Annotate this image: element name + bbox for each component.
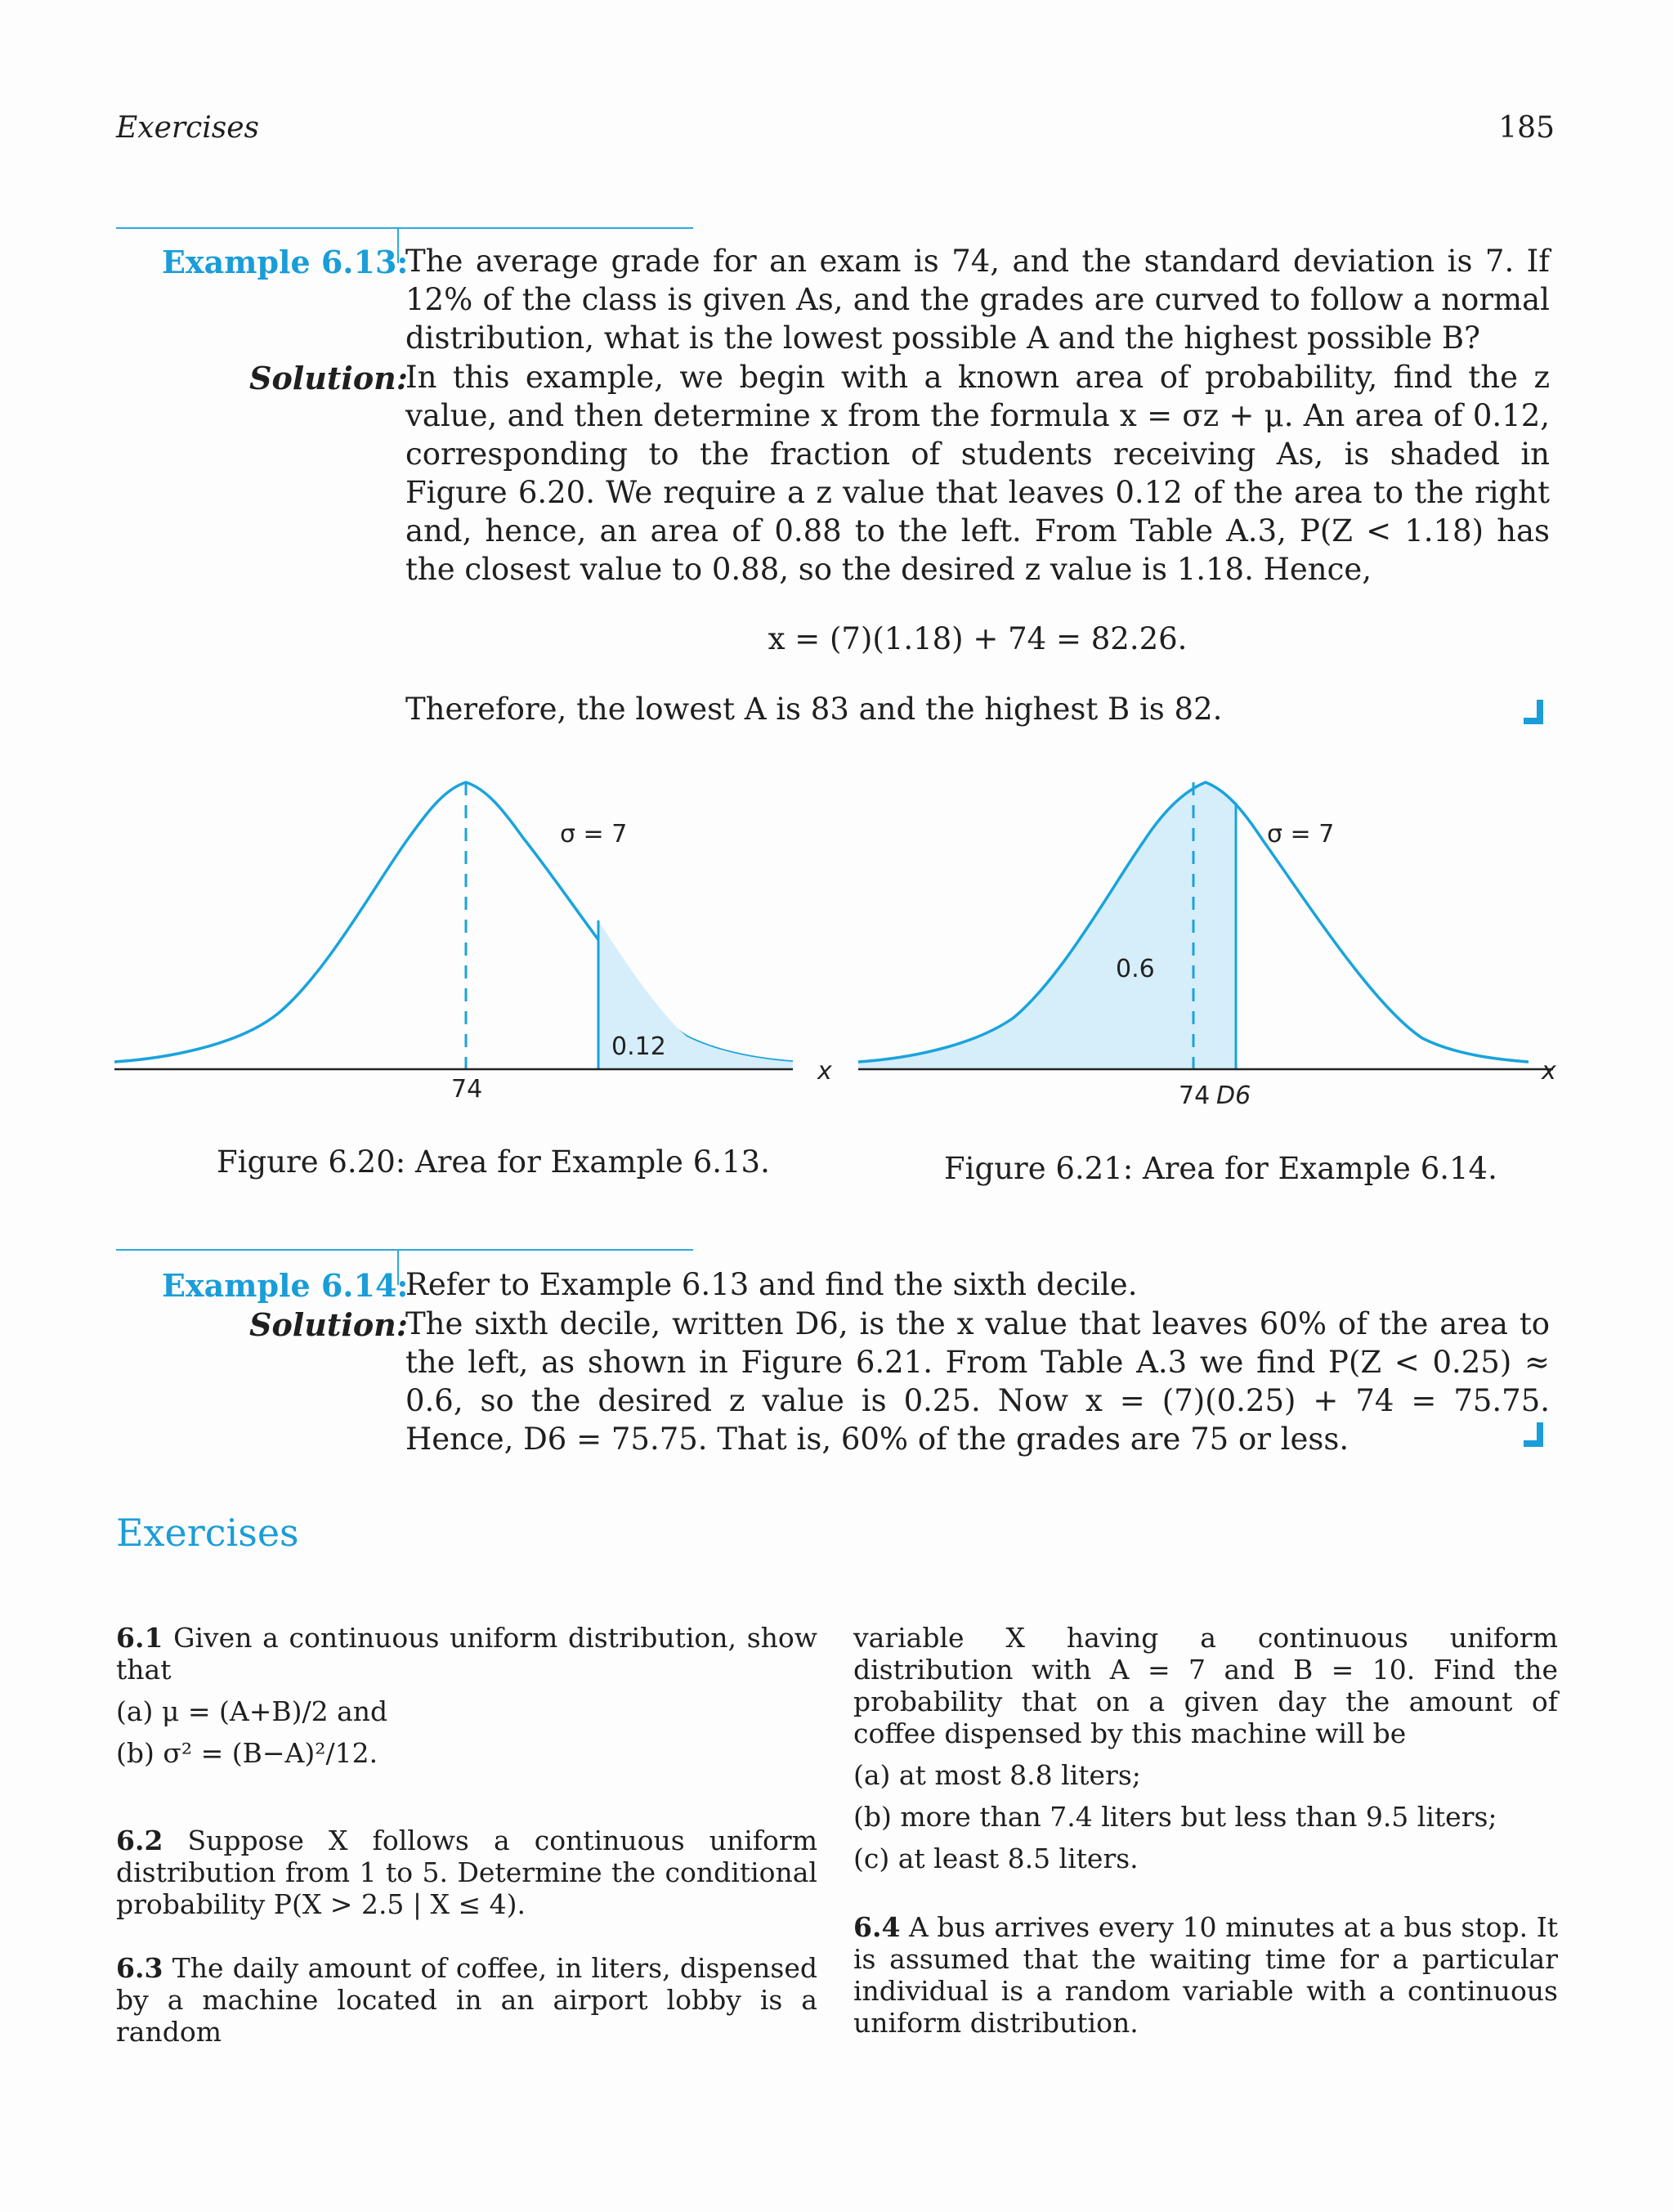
mean-label: 74: [1179, 1081, 1211, 1110]
example-rule: [116, 227, 693, 229]
sigma-label: σ = 7: [560, 820, 628, 849]
example-613-solution-label: Solution:: [249, 360, 408, 396]
exercise-6-2: [116, 1825, 817, 1920]
example-rule: [116, 1249, 693, 1251]
running-title: Exercises: [116, 111, 260, 145]
exercise-number: 6.1: [116, 1622, 163, 1654]
example-613-solution: [405, 358, 1550, 589]
qed-mark: [1524, 700, 1543, 724]
normal-curve: [114, 782, 793, 1062]
exercise-6-1-a: (a) μ = (A+B)/2 and: [116, 1695, 388, 1727]
mean-label: 74: [451, 1075, 483, 1104]
qed-mark: [1524, 1422, 1543, 1447]
area-label: 0.6: [1116, 955, 1155, 983]
exercise-number: 6.2: [116, 1825, 163, 1856]
exercise-text: Suppose X follows a continuous uniform distribution from 1 to 5. Determine the conditional probability P(X > 2.5 | X ≤ 4).: [116, 1825, 817, 1920]
example-614-label: Example 6.14:: [162, 1267, 409, 1304]
example-613-problem: [405, 242, 1550, 357]
exercise-6-1-b: (b) σ² = (B−A)²/12.: [116, 1737, 378, 1769]
exercise-text: The daily amount of coffee, in liters, dispensed by a machine located in an airport lobby is a random: [116, 1952, 817, 2048]
figure-6-20-caption: Figure 6.20: Area for Example 6.13.: [217, 1144, 770, 1180]
example-613-solution-text: In this example, we begin with a known area of probability, find the z value, and then determine x from the formula x = σz + μ. An area of 0.12, corresponding to the fraction of students receiving As, is shaded in Figure 6.20. We require a z value that leaves 0.12 of the area to the right and, hence, an area of 0.88 to the left. From Table A.3, P(Z < 1.18) has the closest value to 0.88, so the desired z value is 1.18. Hence,: [405, 360, 1550, 587]
exercise-text: A bus arrives every 10 minutes at a bus stop. It is assumed that the waiting time for a particular individual is a random variable with a continuous uniform distribution.: [853, 1911, 1558, 2039]
exercise-6-3-continued: [853, 1622, 1558, 1874]
shaded-region: [858, 782, 1236, 1069]
example-614-problem: Refer to Example 6.13 and find the sixth decile.: [405, 1267, 1138, 1302]
example-613-problem-text: The average grade for an exam is 74, and the standard deviation is 7. If 12% of the class is given As, and the grades are curved to follow a normal distribution, what is the lowest possible A and the highest possible B?: [405, 244, 1550, 356]
example-613-label: Example 6.13:: [162, 244, 409, 280]
area-label: 0.12: [611, 1032, 666, 1061]
x-axis-label: x: [1542, 1057, 1556, 1086]
example-613-equation: x = (7)(1.18) + 74 = 82.26.: [768, 621, 1188, 656]
exercise-text: variable X having a continuous uniform distribution with A = 7 and B = 10. Find the probability that on a given day the amount of coffee dispensed by this machine will be: [853, 1622, 1558, 1749]
exercise-number: 6.3: [116, 1952, 163, 1984]
x-axis-label: x: [817, 1057, 832, 1086]
figure-6-21: [850, 760, 1569, 1120]
exercise-6-3-a: (a) at most 8.8 liters;: [853, 1759, 1141, 1791]
exercise-6-3-c: (c) at least 8.5 liters.: [853, 1843, 1139, 1874]
exercise-number: 6.4: [853, 1911, 901, 1943]
example-613-conclusion: Therefore, the lowest A is 83 and the highest B is 82.: [405, 692, 1223, 727]
exercise-6-1: [116, 1622, 817, 1769]
section-title: Exercises: [116, 1511, 299, 1555]
sigma-label: σ = 7: [1267, 820, 1335, 849]
exercise-6-3-b: (b) more than 7.4 liters but less than 9.5 liters;: [853, 1801, 1497, 1833]
example-614-solution: [405, 1305, 1550, 1458]
figure-6-21-caption: Figure 6.21: Area for Example 6.14.: [944, 1151, 1497, 1186]
figure-6-20: [114, 760, 850, 1120]
example-614-solution-label: Solution:: [249, 1306, 408, 1343]
exercise-text: Given a continuous uniform distribution, show that: [116, 1622, 818, 1686]
exercise-6-4: [853, 1911, 1558, 2039]
page-number: 185: [1498, 111, 1555, 145]
example-614-solution-text: The sixth decile, written D6, is the x value that leaves 60% of the area to the left, as shown in Figure 6.21. From Table A.3 we find P(Z < 0.25) ≈ 0.6, so the desired z value is 0.25. Now x = (7)(0.25) + 74 = 75.75. Hence, D6 = 75.75. That is, 60% of the grades are 75 or less.: [405, 1306, 1550, 1457]
exercise-6-3-start: [116, 1952, 817, 2048]
decile-label: D6: [1216, 1081, 1251, 1110]
